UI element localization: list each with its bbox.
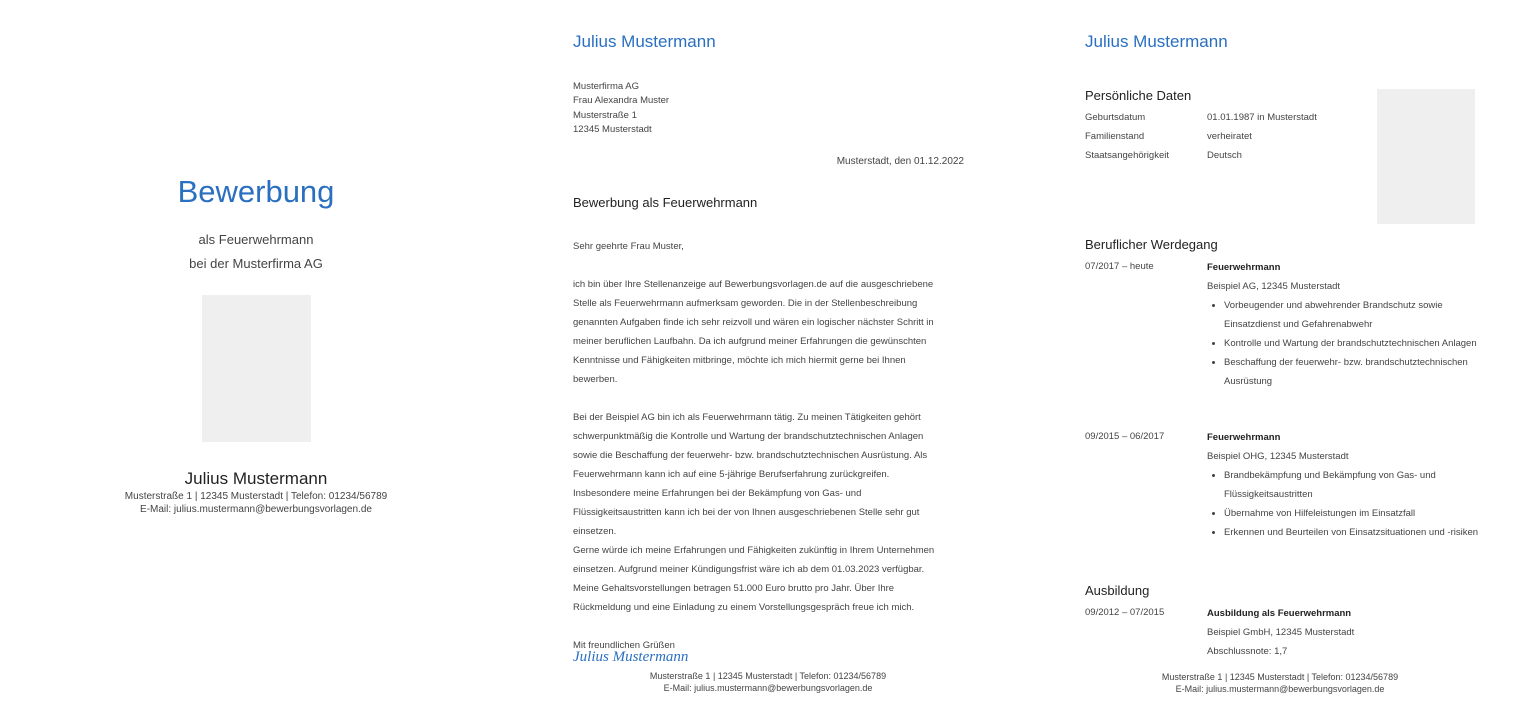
cover-title: Bewerbung: [177, 174, 335, 209]
letter-header-name: Julius Mustermann: [573, 32, 716, 51]
body-line: Gerne würde ich meine Erfahrungen und Fähigkeiten zukünftig in Ihrem Unternehmen: [573, 545, 935, 556]
body-line: sowie die Beschaffung der feuerwehr- bzw. brandschutztechnischen Ausrüstung. Als: [573, 450, 928, 461]
personal-label: Familienstand: [1085, 131, 1145, 142]
cv-header-name: Julius Mustermann: [1085, 32, 1228, 51]
education-entry: [1207, 604, 1487, 661]
letter-footer-address: Musterstraße 1 | 12345 Musterstadt | Telefon: 01234/56789: [649, 671, 887, 681]
career-period: 07/2017 – heute: [1085, 261, 1154, 272]
career-entry: [1207, 258, 1487, 391]
handwritten-signature: Julius Mustermann: [573, 649, 689, 665]
personal-value: Deutsch: [1207, 150, 1242, 161]
career-company: Beispiel AG, 12345 Musterstadt: [1207, 281, 1341, 292]
career-heading: Beruflicher Werdegang: [1085, 237, 1218, 252]
duty-item: • Erkennen und Beurteilen von Einsatzsituationen und -risiken: [1224, 523, 1487, 542]
duty-item: • Übernahme von Hilfeleistungen im Einsatzfall: [1224, 504, 1487, 523]
cover-letter-page: [512, 0, 1024, 724]
education-heading: Ausbildung: [1085, 583, 1150, 598]
cover-contact-email: E-Mail: julius.mustermann@bewerbungsvorlagen.de: [140, 504, 372, 515]
education-grade: Abschlussnote: 1,7: [1207, 646, 1288, 657]
recipient-line: Musterfirma AG: [573, 81, 639, 92]
body-line: Rückmeldung und eine Einladung zu einem Vorstellungsgespräch freue ich mich.: [573, 602, 915, 613]
cv-footer-email: E-Mail: julius.mustermann@bewerbungsvorlagen.de: [1175, 684, 1385, 694]
salutation: Sehr geehrte Frau Muster,: [573, 241, 684, 252]
duty-item: • Beschaffung der feuerwehr- bzw. brandschutztechnischen Ausrüstung: [1224, 353, 1487, 391]
cv-page: [1024, 0, 1536, 724]
personal-data-heading: Persönliche Daten: [1085, 88, 1192, 103]
duty-item: • Vorbeugender und abwehrender Brandschutz sowie Einsatzdienst und Gefahrenabwehr: [1224, 296, 1487, 334]
body-line: Meine Gehaltsvorstellungen betragen 51.000 Euro brutto pro Jahr. Über Ihre: [573, 583, 895, 594]
career-duties: [1207, 466, 1487, 542]
cover-page: [0, 0, 512, 724]
cover-contact-address: Musterstraße 1 | 12345 Musterstadt | Telefon: 01234/56789: [124, 491, 388, 502]
body-line: schwerpunktmäßig die Kontrolle und Wartung der brandschutztechnischen Anlagen: [573, 431, 924, 442]
body-line: Bei der Beispiel AG bin ich als Feuerwehrmann tätig. Zu meinen Tätigkeiten gehört: [573, 412, 921, 423]
career-period: 09/2015 – 06/2017: [1085, 431, 1165, 442]
body-line: genannten Aufgaben finde ich sehr reizvoll und wären ein logischer nächster Schritt in: [573, 317, 934, 328]
body-line: Kenntnisse und Fähigkeiten mitbringe, möchte ich mich hiermit gerne bei Ihnen: [573, 355, 906, 366]
letter-footer-email: E-Mail: julius.mustermann@bewerbungsvorlagen.de: [663, 683, 873, 693]
body-line: Flüssigkeitsaustritten kann ich bei der von Ihnen ausgeschriebenen Stelle sehr gut: [573, 507, 920, 518]
education-title: Ausbildung als Feuerwehrmann: [1207, 608, 1352, 619]
personal-value: 01.01.1987 in Musterstadt: [1207, 112, 1317, 123]
body-line: einsetzen. Aufgrund meiner Kündigungsfrist wäre ich ab dem 01.03.2023 verfügbar.: [573, 564, 925, 575]
education-period: 09/2012 – 07/2015: [1085, 607, 1165, 618]
recipient-line: Frau Alexandra Muster: [573, 95, 670, 107]
career-duties: [1207, 296, 1487, 391]
recipient-line: Musterstraße 1: [573, 109, 637, 121]
duty-item: • Brandbekämpfung und Bekämpfung von Gas- und Flüssigkeitsaustritten: [1224, 466, 1487, 504]
body-line: bewerben.: [573, 374, 618, 385]
duty-item: • Kontrolle und Wartung der brandschutztechnischen Anlagen: [1224, 334, 1487, 353]
recipient-line: 12345 Musterstadt: [573, 123, 652, 135]
career-title: Feuerwehrmann: [1207, 432, 1281, 443]
body-line: Feuerwehrmann kann ich auf eine 5-jährige Berufserfahrung zurückgreifen.: [573, 469, 890, 480]
career-title: Feuerwehrmann: [1207, 262, 1281, 273]
letter-body: [573, 237, 973, 655]
closing: Mit freundlichen Grüßen: [573, 640, 675, 651]
body-line: meiner beruflichen Laufbahn. Da ich aufgrund meiner Erfahrungen die gewünschten: [573, 336, 927, 347]
applicant-photo-placeholder: [202, 295, 311, 442]
personal-label: Staatsangehörigkeit: [1085, 150, 1169, 161]
recipient-address: [573, 80, 669, 137]
personal-label: Geburtsdatum: [1085, 112, 1146, 123]
cover-subtitle-position: als Feuerwehrmann: [198, 232, 314, 247]
cv-footer-address: Musterstraße 1 | 12345 Musterstadt | Telefon: 01234/56789: [1161, 672, 1399, 682]
letter-date: Musterstadt, den 01.12.2022: [836, 156, 964, 167]
career-entry: [1207, 428, 1487, 542]
body-line: ich bin über Ihre Stellenanzeige auf Bewerbungsvorlagen.de auf die ausgeschriebene: [573, 279, 934, 290]
cv-photo-placeholder: [1377, 89, 1475, 224]
personal-value: verheiratet: [1207, 131, 1252, 142]
cover-subtitle-company: bei der Musterfirma AG: [189, 256, 323, 271]
career-company: Beispiel OHG, 12345 Musterstadt: [1207, 451, 1349, 462]
letter-subject: Bewerbung als Feuerwehrmann: [573, 195, 758, 210]
body-line: Insbesondere meine Erfahrungen bei der Bekämpfung von Gas- und: [573, 488, 862, 499]
cover-applicant-name: Julius Mustermann: [184, 469, 328, 488]
body-line: einsetzen.: [573, 526, 617, 537]
education-school: Beispiel GmbH, 12345 Musterstadt: [1207, 627, 1355, 638]
body-line: Stelle als Feuerwehrmann aufmerksam geworden. Die in der Stellenbeschreibung: [573, 298, 918, 309]
